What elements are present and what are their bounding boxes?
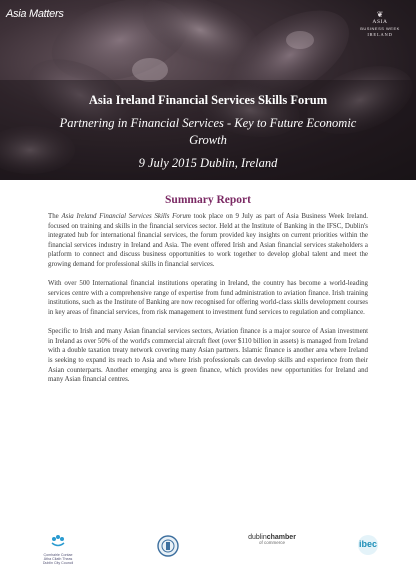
asia-matters-logo: Asia Matters (6, 8, 64, 20)
council-crest-icon (49, 534, 67, 548)
report-body (48, 212, 368, 385)
department-crest-logo (150, 534, 186, 563)
forum-title: Asia Ireland Financial Services Skills Forum (88, 93, 328, 107)
forum-date-location: 9 July 2015 Dublin, Ireland (138, 156, 278, 170)
ibec-logo: ibec (356, 534, 380, 561)
summary-heading: Summary Report (165, 194, 251, 206)
header-banner (0, 0, 416, 180)
dublin-council-logo: Comhairle Contae Átha Cliath Theas Dublin City Council (34, 534, 82, 566)
asia-business-week-logo: ❦ ASIA BUSINESS WEEK IRELAND (354, 10, 406, 38)
dublin-chamber-logo: dublinchamber of commerce (248, 534, 296, 545)
forum-subtitle: Partnering in Financial Services - Key to Future Economic Growth (59, 116, 357, 147)
paragraph-2: With over 500 International financial institutions operating in Ireland, the country has become a world-leading services centre with a comprehensive range of expertise from fund administration to aviation finance. Irish training institutions, such as the Institute of Banking are now recognised for offering world-class skills development courses in key areas of financial services, from risk management to investment fund services to regulation and compliance. (48, 280, 368, 316)
lotus-icon: ❦ (376, 10, 384, 19)
paragraph-1: The Asia Ireland Financial Services Skills Forum took place on 9 July as part of Asia Business Week Ireland. focused on training and skills in the financial services sector. Held at the Institute of Banking in the IFSC, Dublin's integrated hub for international financial services, the forum provided key insights on current priorities within the financial services industry in Ireland and Asia. The event offered Irish and Asian financial services stakeholders a platform to connect and discuss business opportunities to work together to develop global talent and meet the growing demand for professional skills in financial services. (48, 213, 369, 268)
crest-seal-icon (156, 534, 180, 558)
paragraph-3: Specific to Irish and many Asian financial services sectors, Aviation finance is a major source of Asian investment in Ireland as over 50% of the world's commercial aircraft fleet (over $110 billion in assets) is managed from Ireland with a double taxation treaty network covering many Asian partners. Islamic finance is another area where Ireland is seeking to expand its reach to Asia and where Irish professionals can develop skills and experience from their Asian counterparts. Another emerging area is green finance, which provides new opportunities for Ireland and many Asian financial centres. (48, 328, 368, 384)
